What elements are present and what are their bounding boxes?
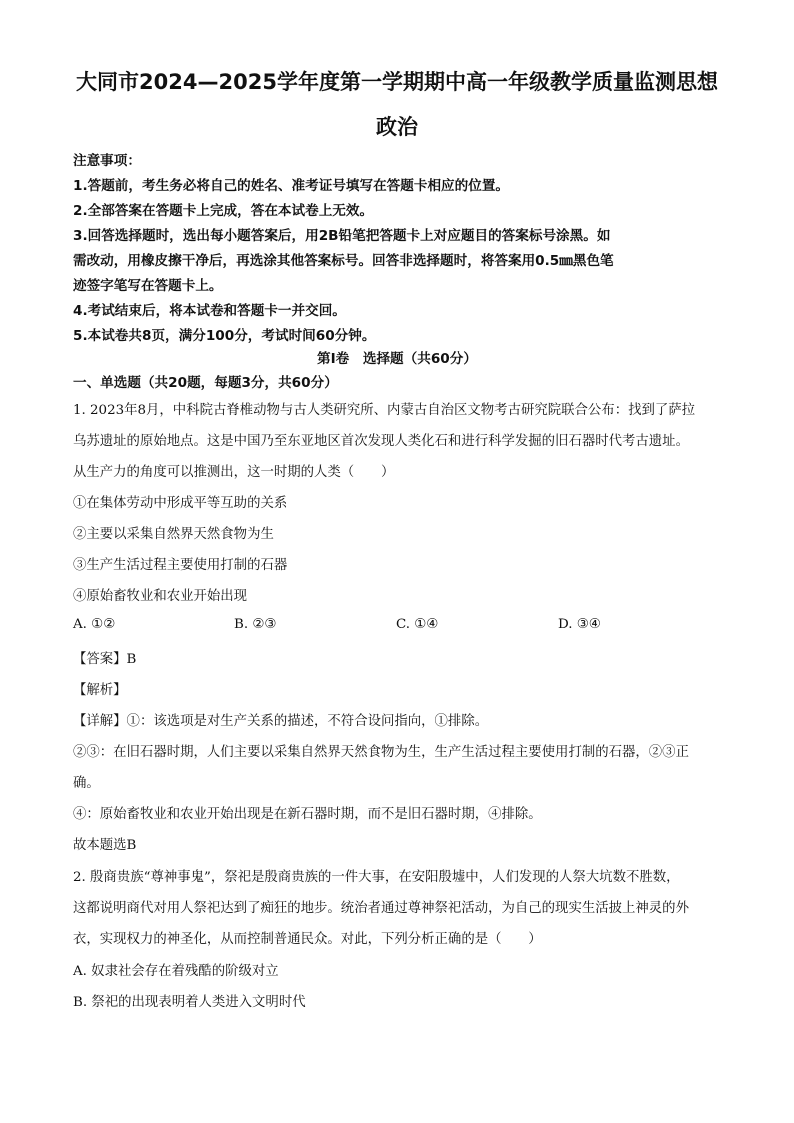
q1-statement: ②主要以采集自然界天然食物为生 <box>73 527 274 542</box>
note-item: 1.答题前，考生务必将自己的姓名、准考证号填写在答题卡相应的位置。 <box>73 178 510 194</box>
q1-statement: ①在集体劳动中形成平等互助的关系 <box>73 496 288 511</box>
note-item: 迹签字笔写在答题卡上。 <box>73 278 223 294</box>
q1-answer: 【答案】B <box>73 652 137 667</box>
notes-heading: 注意事项： <box>73 153 141 169</box>
exam-title-line-1: 大同市2024—2025学年度第一学期期中高一年级教学质量监测思想 <box>76 70 718 94</box>
note-item: 2.全部答案在答题卡上完成，答在本试卷上无效。 <box>73 203 374 219</box>
q1-analysis-line: ④：原始畜牧业和农业开始出现是在新石器时期，而不是旧石器时期，④排除。 <box>73 807 542 822</box>
q1-analysis-line: 确。 <box>73 776 100 791</box>
q1-stem-line: 1. 2023年8月，中科院古脊椎动物与古人类研究所、内蒙古自治区文物考古研究院联合公布：找到了萨拉 <box>73 403 696 418</box>
note-item: 需改动，用橡皮擦干净后，再选涂其他答案标号。回答非选择题时，将答案用0.5㎜黑色笔 <box>73 253 614 269</box>
note-item: 3.回答选择题时，选出每小题答案后，用2B铅笔把答题卡上对应题目的答案标号涂黑。如 <box>73 228 611 244</box>
q1-analysis-line: 【详解】①：该选项是对生产关系的描述，不符合设问指向，①排除。 <box>73 714 489 729</box>
q1-stem-line: 乌苏遗址的原始地点。这是中国乃至东亚地区首次发现人类化石和进行科学发掘的旧石器时代考古遗址。 <box>73 434 689 449</box>
q2-option-b: B. 祭祀的出现表明着人类进入文明时代 <box>73 995 306 1010</box>
q2-stem-line: 衣，实现权力的神圣化，从而控制普通民众。对此，下列分析正确的是（ ） <box>73 932 542 947</box>
q1-statement: ④原始畜牧业和农业开始出现 <box>73 589 248 604</box>
q1-option-b: B. ②③ <box>234 617 277 632</box>
q2-stem-line: 2. 殷商贵族“尊神事鬼”，祭祀是殷商贵族的一件大事，在安阳殷墟中，人们发现的人祭大坑数不胜数， <box>73 870 680 885</box>
q1-option-c: C. ①④ <box>396 617 439 632</box>
q1-analysis-tag: 【解析】 <box>73 683 127 698</box>
q2-stem-line: 这都说明商代对用人祭祀达到了痴狂的地步。统治者通过尊神祭祀活动，为自己的现实生活披上神灵的外 <box>73 901 689 916</box>
q1-statement: ③生产生活过程主要使用打制的石器 <box>73 558 288 573</box>
q1-stem-line: 从生产力的角度可以推测出，这一时期的人类（ ） <box>73 465 395 480</box>
section-title: 第Ⅰ卷 选择题（共60分） <box>317 351 477 367</box>
q1-analysis-line: ②③：在旧石器时期，人们主要以采集自然界天然食物为生，生产生活过程主要使用打制的石器，②③正 <box>73 745 689 760</box>
q2-option-a: A. 奴隶社会存在着残酷的阶级对立 <box>73 964 279 979</box>
note-item: 4.考试结束后，将本试卷和答题卡一并交回。 <box>73 303 346 319</box>
note-item: 5.本试卷共8页，满分100分，考试时间60分钟。 <box>73 328 376 344</box>
part-heading: 一、单选题（共20题，每题3分，共60分） <box>73 375 338 391</box>
q1-analysis-line: 故本题选B <box>73 838 137 853</box>
exam-title-line-2: 政治 <box>376 115 418 139</box>
q1-option-a: A. ①② <box>73 617 116 632</box>
q1-option-d: D. ③④ <box>558 617 601 632</box>
